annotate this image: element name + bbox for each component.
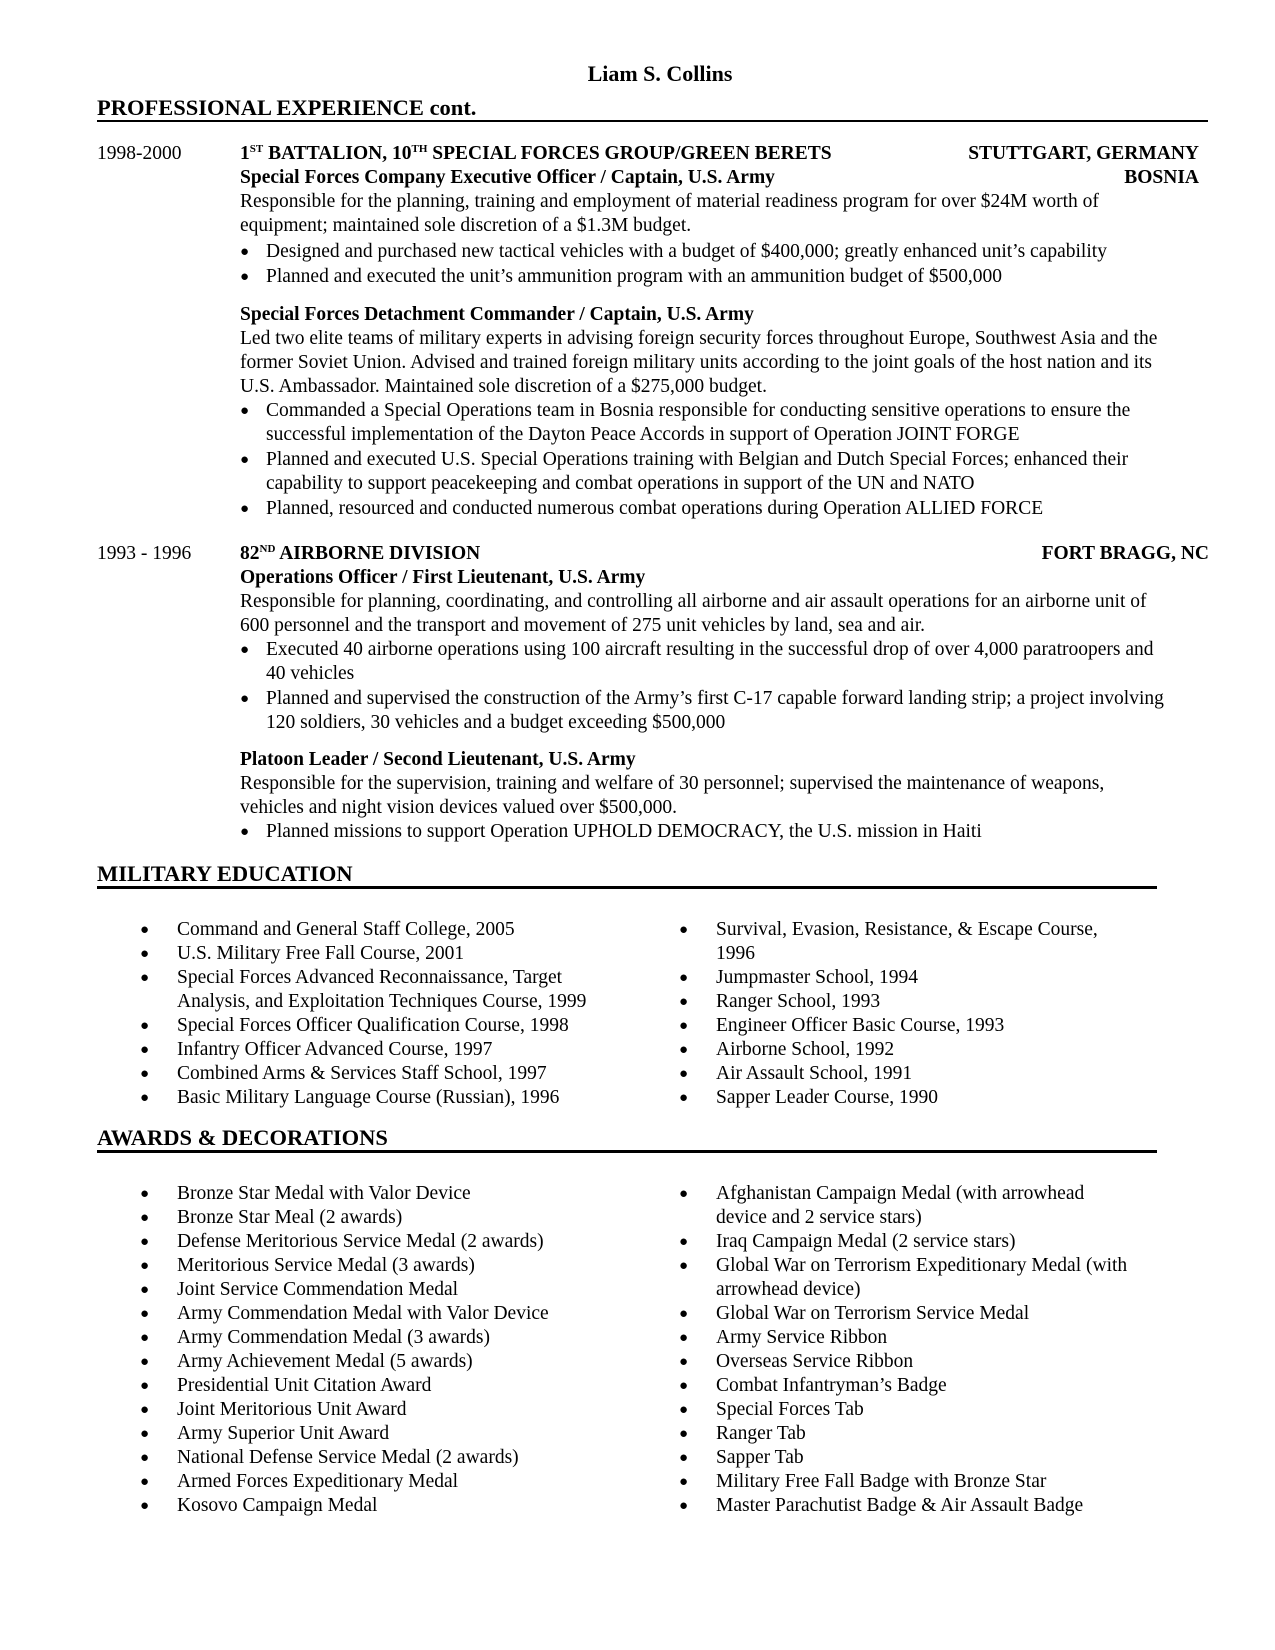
list-item: ● Airborne School, 1992 [679, 1039, 895, 1060]
list-item: ● Ranger School, 1993 [679, 991, 881, 1012]
bullet-dot: ● [240, 824, 250, 840]
entry-location: FORT BRAGG, NC [1041, 543, 1209, 564]
list-item: ● Combat Infantryman’s Badge [679, 1375, 947, 1396]
bullet-dot: ● [679, 1066, 689, 1082]
resume-name: Liam S. Collins [587, 61, 733, 86]
bullet-dot: ● [679, 1450, 689, 1466]
bullet-dot: ● [679, 1354, 689, 1370]
bullet-dot: ● [140, 1258, 150, 1274]
list-item: ● Planned and supervised the construction of the Army’s first C-17 capable forward landing strip; a project involving 120 soldiers, 30 vehicles and a budget exceeding $500,000 [240, 688, 1164, 733]
role-description-line: equipment; maintained sole discretion of a $1.3M budget. [240, 215, 692, 236]
list-item: ● Army Service Ribbon [679, 1327, 888, 1348]
role-bullets [240, 265, 1002, 289]
section-rule-experience [97, 120, 1208, 122]
list-item: ● Global War on Terrorism Expeditionary Medal (with arrowhead device) [679, 1255, 1128, 1300]
bullet-dot: ● [679, 1018, 689, 1034]
bullet-dot: ● [140, 1354, 150, 1370]
list-item: ● Infantry Officer Advanced Course, 1997 [140, 1039, 493, 1060]
entry-location: STUTTGART, GERMANY [968, 143, 1199, 164]
bullet-dot: ● [140, 1498, 150, 1514]
list-item: ● Bronze Star Medal with Valor Device [140, 1183, 471, 1204]
role-bullets [240, 240, 1107, 264]
bullet-dot: ● [140, 1306, 150, 1322]
entry-dates: 1993 - 1996 [97, 543, 192, 564]
bullet-dot: ● [679, 1402, 689, 1418]
role-title: Operations Officer / First Lieutenant, U.S. Army [240, 567, 646, 588]
list-item: ● Joint Meritorious Unit Award [140, 1399, 407, 1420]
list-item: ● National Defense Service Medal (2 awards) [140, 1447, 519, 1468]
role-bullets [240, 497, 1043, 521]
bullet-dot: ● [140, 922, 150, 938]
role-description-line: Responsible for the supervision, training and welfare of 30 personnel; supervised the maintenance of weapons, [240, 773, 1105, 794]
role-bullets [240, 687, 1164, 735]
bullet-dot: ● [140, 946, 150, 962]
list-item: ● Army Commendation Medal with Valor Device [140, 1303, 549, 1324]
bullet-dot: ● [140, 1474, 150, 1490]
bullet-dot: ● [679, 1042, 689, 1058]
bullet-dot: ● [240, 269, 250, 285]
bullet-dot: ● [679, 1186, 689, 1202]
bullet-dot: ● [140, 1402, 150, 1418]
list-item: ● Basic Military Language Course (Russian), 1996 [140, 1087, 560, 1108]
bullet-dot: ● [240, 452, 250, 468]
section-title-education: MILITARY EDUCATION [97, 861, 353, 886]
bullet-dot: ● [679, 1234, 689, 1250]
bullet-dot: ● [140, 1018, 150, 1034]
list-item: ● Designed and purchased new tactical vehicles with a budget of $400,000; greatly enhanced unit’s capability [240, 241, 1107, 262]
bullet-dot: ● [240, 691, 250, 707]
list-item: ● Special Forces Tab [679, 1399, 864, 1420]
awards-list-left [140, 1182, 640, 1518]
role-description-line: vehicles and night vision devices valued over $500,000. [240, 797, 678, 818]
bullet-dot: ● [140, 1186, 150, 1202]
bullet-dot: ● [679, 970, 689, 986]
bullet-dot: ● [140, 1378, 150, 1394]
bullet-dot: ● [240, 244, 250, 260]
list-item: ● Air Assault School, 1991 [679, 1063, 913, 1084]
role-bullets [240, 399, 1130, 447]
list-item: ● Command and General Staff College, 2005 [140, 919, 515, 940]
list-item: ● Army Commendation Medal (3 awards) [140, 1327, 491, 1348]
list-item: ● Survival, Evasion, Resistance, & Escape Course, 1996 [679, 919, 1098, 964]
education-list-left [140, 918, 640, 1110]
list-item: ● Combined Arms & Services Staff School, 1997 [140, 1063, 547, 1084]
list-item: ● Planned, resourced and conducted numerous combat operations during Operation ALLIED FORCE [240, 498, 1044, 519]
bullet-dot: ● [240, 403, 250, 419]
bullet-dot: ● [679, 1258, 689, 1274]
bullet-dot: ● [140, 1042, 150, 1058]
bullet-dot: ● [140, 1426, 150, 1442]
bullet-dot: ● [679, 1498, 689, 1514]
list-item: ● Sapper Tab [679, 1447, 804, 1468]
bullet-dot: ● [679, 1330, 689, 1346]
entry-organization: 1ST BATTALION, 10TH SPECIAL FORCES GROUP/GREEN BERETS [240, 143, 832, 164]
role-description-line: U.S. Ambassador. Maintained sole discretion of a $275,000 budget. [240, 376, 767, 397]
list-item: ● Presidential Unit Citation Award [140, 1375, 432, 1396]
list-item: ● Joint Service Commendation Medal [140, 1279, 459, 1300]
bullet-dot: ● [140, 1282, 150, 1298]
entry-location-secondary: BOSNIA [1124, 167, 1199, 188]
bullet-dot: ● [679, 1426, 689, 1442]
list-item: ● Executed 40 airborne operations using 100 aircraft resulting in the successful drop of over 4,000 paratroopers and 40 vehicles [240, 639, 1154, 684]
role-description-line: Responsible for the planning, training and employment of material readiness program for over $24M worth of [240, 191, 1099, 212]
awards-list-right [679, 1182, 1199, 1518]
list-item: ● Special Forces Officer Qualification Course, 1998 [140, 1015, 569, 1036]
list-item: ● Sapper Leader Course, 1990 [679, 1087, 939, 1108]
role-title: Special Forces Company Executive Officer / Captain, U.S. Army [240, 167, 775, 188]
bullet-dot: ● [240, 642, 250, 658]
list-item: ● Special Forces Advanced Reconnaissance, Target Analysis, and Exploitation Techniques Course, 1999 [140, 967, 587, 1012]
bullet-dot: ● [679, 1474, 689, 1490]
list-item: ● Kosovo Campaign Medal [140, 1495, 378, 1516]
list-item: ● Army Achievement Medal (5 awards) [140, 1351, 473, 1372]
list-item: ● Iraq Campaign Medal (2 service stars) [679, 1231, 1016, 1252]
bullet-dot: ● [679, 994, 689, 1010]
list-item: ● Planned and executed U.S. Special Operations training with Belgian and Dutch Special Forces; enhanced their capability to support peacekeeping and combat operations in support of the UN and NATO [240, 449, 1129, 494]
bullet-dot: ● [679, 922, 689, 938]
bullet-dot: ● [140, 1330, 150, 1346]
list-item: ● Planned and executed the unit’s ammunition program with an ammunition budget of $500,000 [240, 266, 1002, 287]
section-title-experience: PROFESSIONAL EXPERIENCE cont. [97, 95, 477, 120]
list-item: ● Ranger Tab [679, 1423, 806, 1444]
list-item: ● Overseas Service Ribbon [679, 1351, 914, 1372]
role-bullets [240, 638, 1154, 686]
bullet-dot: ● [679, 1306, 689, 1322]
section-rule-education [97, 886, 1157, 889]
list-item: ● Afghanistan Campaign Medal (with arrowhead device and 2 service stars) [679, 1183, 1085, 1228]
list-item: ● Global War on Terrorism Service Medal [679, 1303, 1030, 1324]
bullet-dot: ● [240, 501, 250, 517]
list-item: ● Engineer Officer Basic Course, 1993 [679, 1015, 1005, 1036]
role-title: Platoon Leader / Second Lieutenant, U.S. Army [240, 749, 636, 770]
role-bullets [240, 820, 982, 844]
bullet-dot: ● [140, 1450, 150, 1466]
bullet-dot: ● [140, 1210, 150, 1226]
education-list-right [679, 918, 1179, 1110]
list-item: ● U.S. Military Free Fall Course, 2001 [140, 943, 465, 964]
list-item: ● Bronze Star Meal (2 awards) [140, 1207, 403, 1228]
section-rule-awards [97, 1150, 1157, 1153]
bullet-dot: ● [679, 1378, 689, 1394]
list-item: ● Meritorious Service Medal (3 awards) [140, 1255, 475, 1276]
list-item: ● Army Superior Unit Award [140, 1423, 390, 1444]
list-item: ● Master Parachutist Badge & Air Assault Badge [679, 1495, 1084, 1516]
role-description-line: former Soviet Union. Advised and trained foreign military units according to the joint goals of the host nation and its [240, 352, 1152, 373]
bullet-dot: ● [140, 1234, 150, 1250]
bullet-dot: ● [140, 1090, 150, 1106]
bullet-dot: ● [140, 970, 150, 986]
role-description-line: 600 personnel and the transport and movement of 275 unit vehicles by land, sea and air. [240, 615, 926, 636]
role-description-line: Led two elite teams of military experts in advising foreign security forces throughout Europe, Southwest Asia and the [240, 328, 1158, 349]
entry-organization: 82ND AIRBORNE DIVISION [240, 543, 481, 564]
list-item: ● Military Free Fall Badge with Bronze Star [679, 1471, 1047, 1492]
bullet-dot: ● [679, 1090, 689, 1106]
bullet-dot: ● [140, 1066, 150, 1082]
role-description-line: Responsible for planning, coordinating, and controlling all airborne and air assault operations for an airborne unit of [240, 591, 1147, 612]
list-item: ● Jumpmaster School, 1994 [679, 967, 919, 988]
section-title-awards: AWARDS & DECORATIONS [97, 1125, 388, 1150]
list-item: ● Defense Meritorious Service Medal (2 awards) [140, 1231, 544, 1252]
entry-dates: 1998-2000 [97, 143, 182, 164]
list-item: ● Planned missions to support Operation UPHOLD DEMOCRACY, the U.S. mission in Haiti [240, 821, 982, 842]
list-item: ● Armed Forces Expeditionary Medal [140, 1471, 459, 1492]
role-bullets [240, 448, 1128, 496]
role-title: Special Forces Detachment Commander / Captain, U.S. Army [240, 304, 754, 325]
list-item: ● Commanded a Special Operations team in Bosnia responsible for conducting sensitive operations to ensure the successful implementation of the Dayton Peace Accords in support of Operation JOINT FORGE [240, 400, 1131, 445]
